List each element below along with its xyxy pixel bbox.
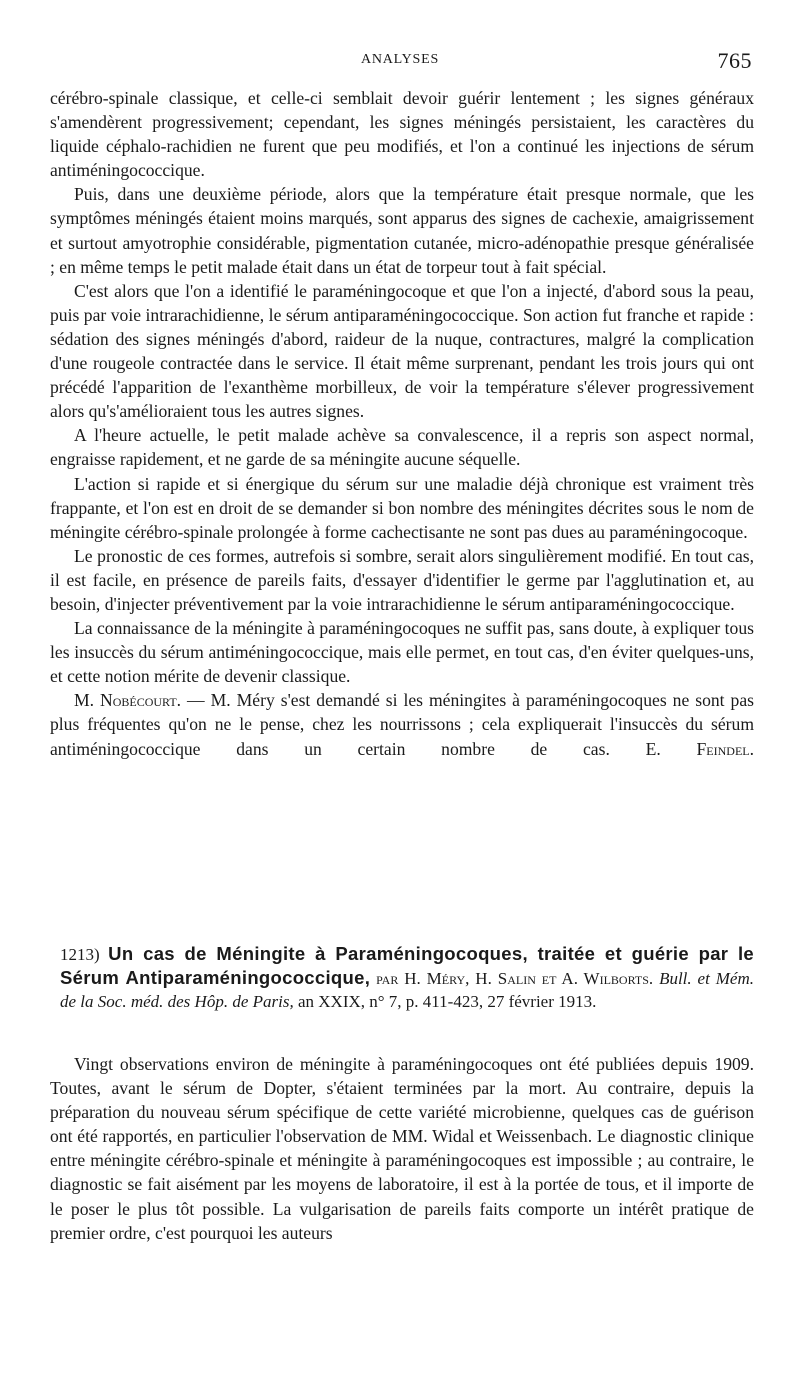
discussion-text: — M. Méry s'est demandé si les méningites à paraméningocoques ne sont pas plus fréquentes qu'on ne le pense, chez les nourrissons ; cela expliquerait l'insuccès du sérum antiméningococcique dans un certain nombre de cas. <box>50 690 754 759</box>
entry-citation: an XXIX, n° 7, p. 411-423, 27 février 1913. <box>293 992 597 1011</box>
paragraph-8 <box>50 688 754 760</box>
paragraph-7: La connaissance de la méningite à paraméningocoques ne suffit pas, sans doute, à expliquer tous les insuccès du sérum antiméningococcique, mais elle permet, en tout cas, d'en éviter quelques-uns, et cette notion mérite de devenir classique. <box>50 618 754 687</box>
paragraph-5: L'action si rapide et si énergique du sérum sur une maladie déjà chronique est vraiment très frappante, et l'on est en droit de se demander si bon nombre des méningites décrites sous le nom de méningite cérébro-spinale prolongée à forme cachectisante ne sont pas dues au paraméningocoque. <box>50 473 754 542</box>
running-title: ANALYSES <box>360 52 440 67</box>
entry-number: 1213) <box>60 945 100 964</box>
entry-authors: par H. Méry, H. Salin et A. Wilborts. <box>370 969 654 988</box>
speaker-name: M. Nobécourt. <box>74 690 182 711</box>
abstract-body <box>50 1052 754 1245</box>
page-number: 765 <box>717 48 752 73</box>
entry-journal: Bull. et Mém. de la Soc. méd. des Hôp. de Paris, <box>60 969 754 1011</box>
paragraph-3: C'est alors que l'on a identifié le paraméningocoque et que l'on a injecté, d'abord sous la peau, puis par voie intrarachidienne, le sérum antiparaméningococcique. Son action fut franche et rapide : sédation des signes méningés d'abord, raideur de la nuque, contractures, malgré la complication d'une rougeole contractée dans le service. Il était même surprenant, pendant les trois jours qui ont précédé l'apparition de l'exanthème morbilleux, de voir la température s'élever progressivement alors qu's'amélioraient tous les autres signes. <box>50 280 754 422</box>
paragraph-6: Le pronostic de ces formes, autrefois si sombre, serait alors singulièrement modifié. En tout cas, il est facile, en présence de pareils faits, d'essayer d'identifier le germe par l'agglutination et, au besoin, d'injecter préventivement par la voie intrarachidienne le sérum antiparaméningococcique. <box>50 545 754 614</box>
paragraph-2: Puis, dans une deuxième période, alors que la température était presque normale, que les symptômes méningés étaient moins marqués, sont apparus des signes de cachexie, amaigrissement et surtout amyotrophie considérable, pigmentation cutanée, micro-adénopathie presque généralisée ; en même temps le petit malade était dans un état de torpeur tout à fait spécial. <box>50 184 754 277</box>
abstract-paragraph: Vingt observations environ de méningite à paraméningocoques ont été publiées depuis 1909. Toutes, avant le sérum de Dopter, s'étaient terminées par la mort. Au contraire, depuis la préparation du nouveau sérum spécifique de cette variété microbienne, quelques cas de guérison ont été rapportés, en particulier l'observation de MM. Widal et Weissenbach. Le diagnostic clinique entre méningite cérébro-spinale et méningite à paraméningocoques est impossible ; au contraire, le diagnostic se fait aisément par les moyens de laboratoire, il est à la portée de tous, et il importe de le poser le plus tôt possible. La vulgarisation de pareils faits comporte un intérêt pratique de premier ordre, c'est pourquoi les auteurs <box>50 1054 754 1243</box>
paragraph-1: cérébro-spinale classique, et celle-ci semblait devoir guérir lentement ; les signes généraux s'amendèrent progressivement; cependant, les signes méningés persistaient, les caractères du liquide céphalo-rachidien ne furent que peu modifiés, et l'on a continué les injections de sérum antiméningococcique. <box>50 88 754 181</box>
paragraph-4: A l'heure actuelle, le petit malade achève sa convalescence, il a repris son aspect normal, engraisse rapidement, et ne garde de sa méningite aucune séquelle. <box>50 425 754 470</box>
abstract-entry-heading <box>60 942 754 1013</box>
running-head <box>48 50 752 74</box>
entry-title: Un cas de Méningite à Paraméningocoques, traitée et guérie par le Sérum Antiparaméningococcique, <box>60 943 755 988</box>
body-text <box>50 86 754 761</box>
signature: E. Feindel. <box>645 738 755 759</box>
